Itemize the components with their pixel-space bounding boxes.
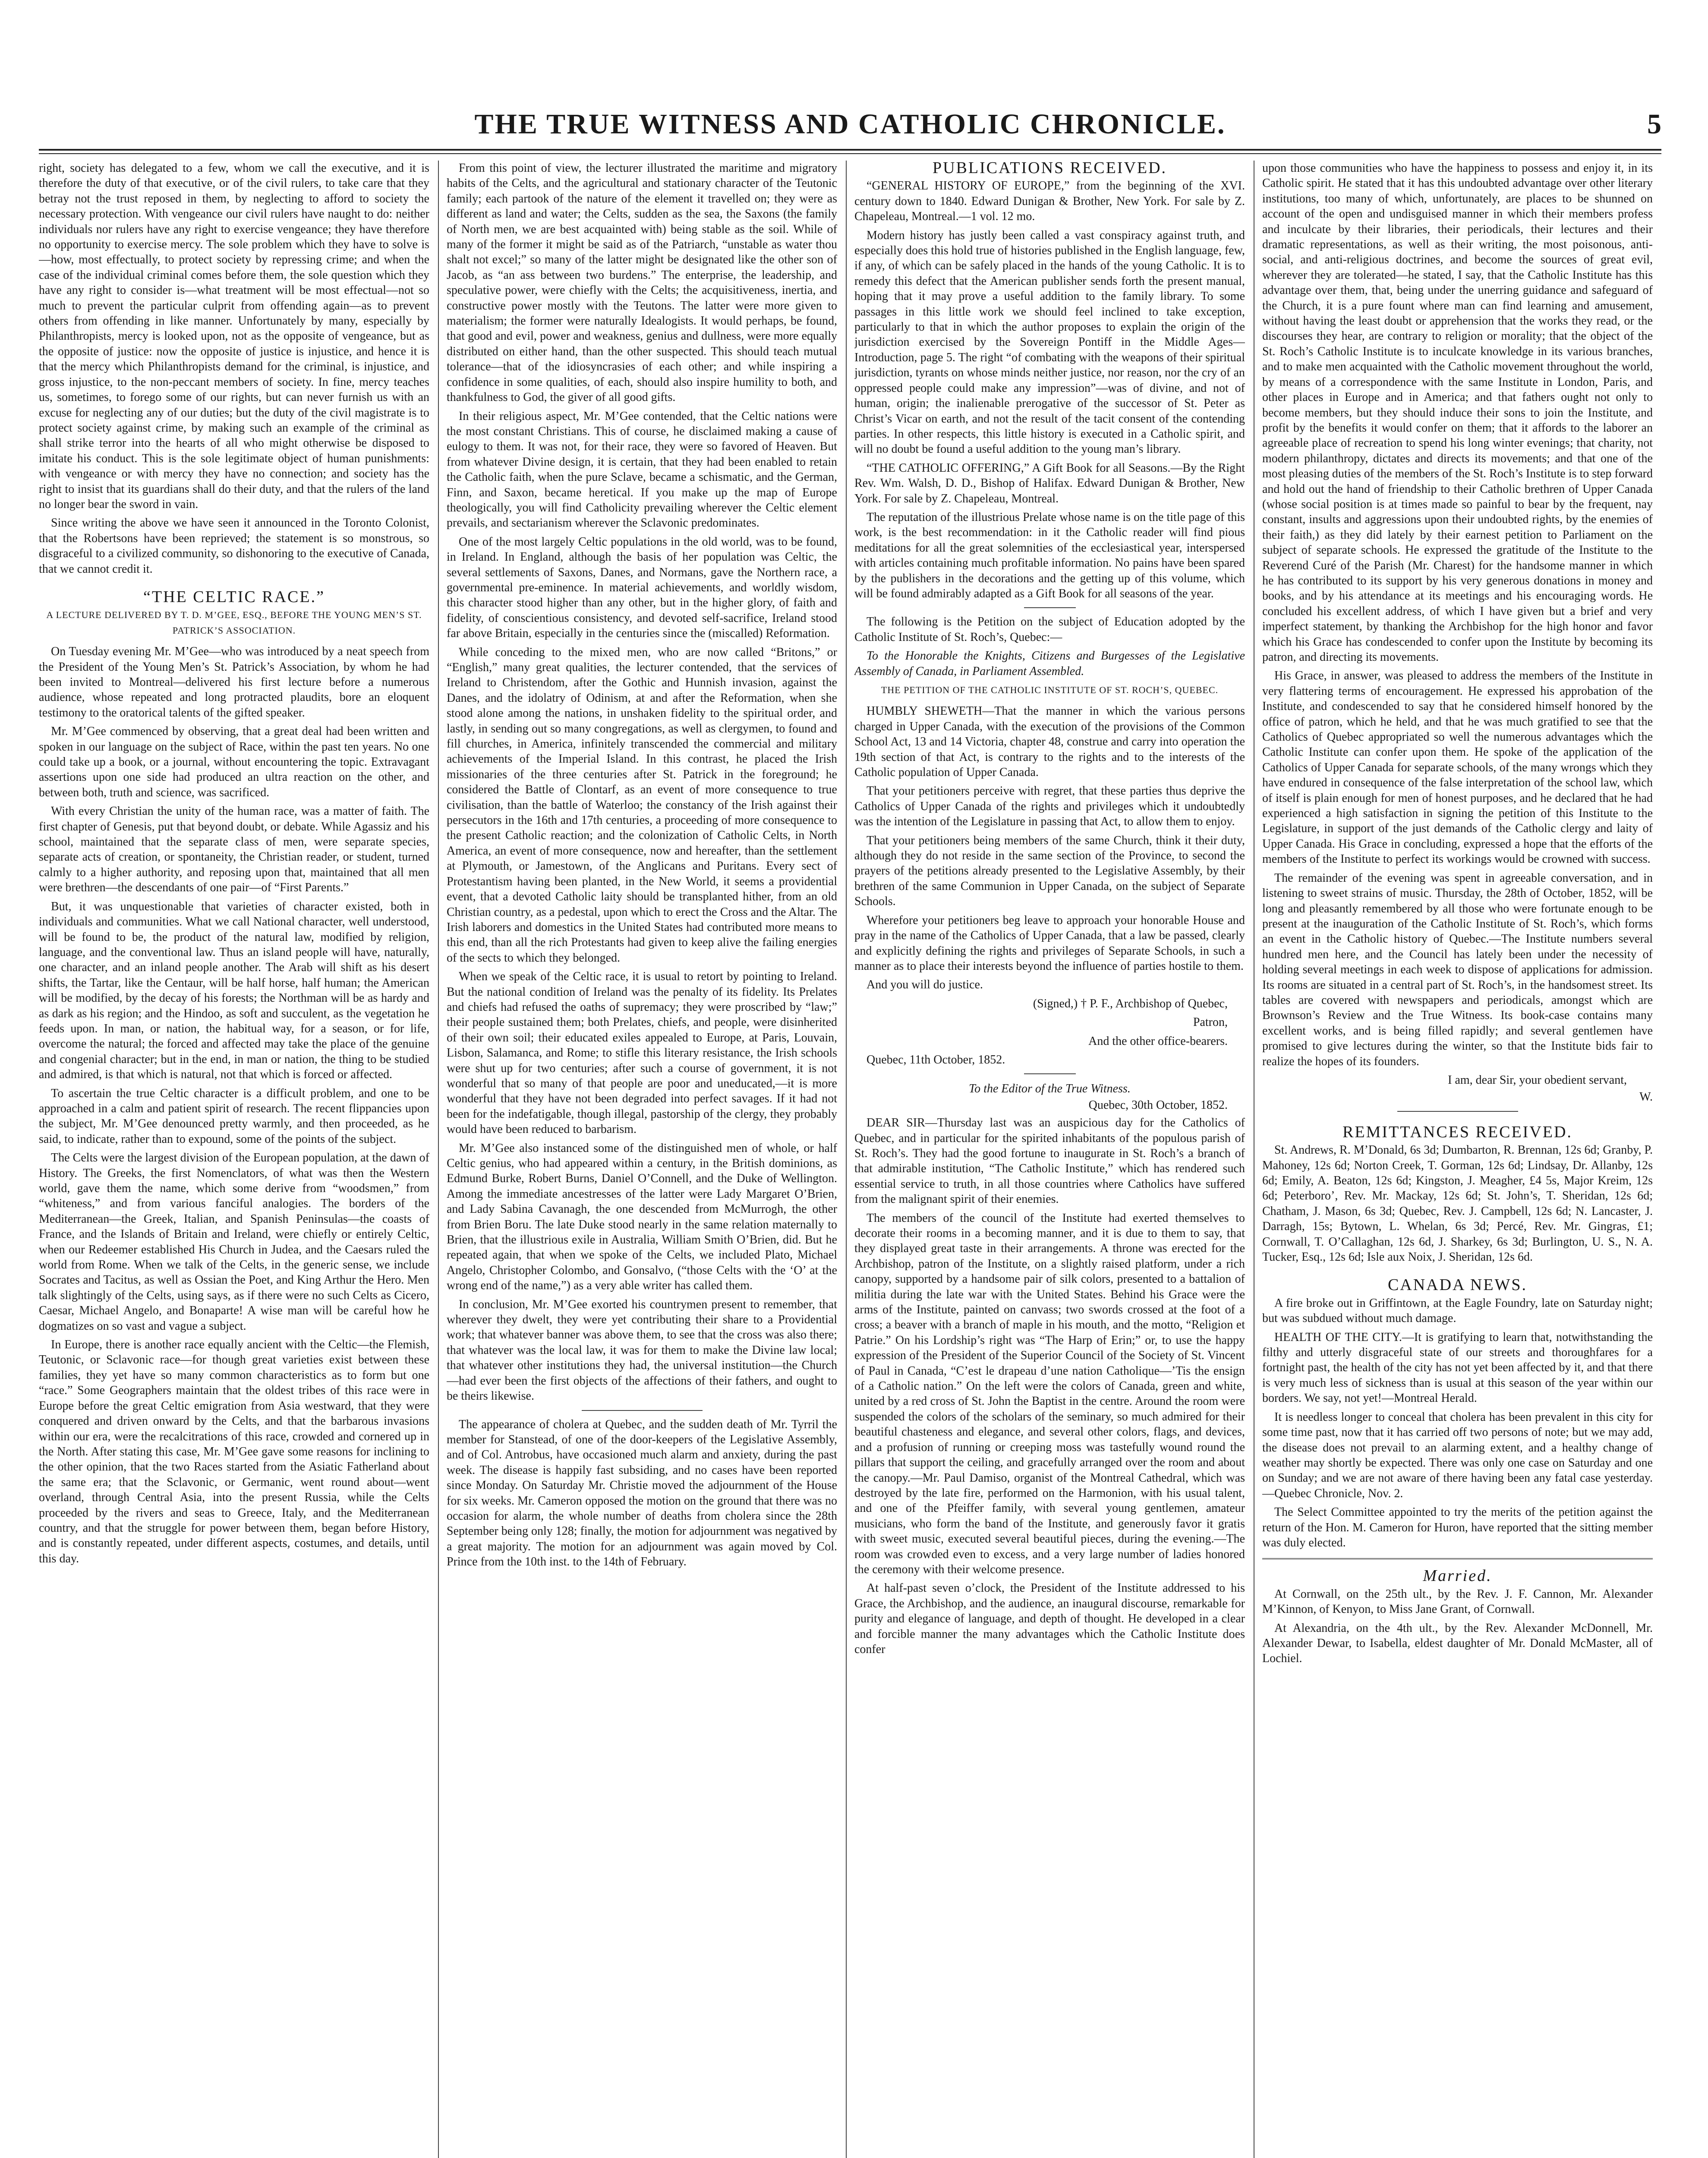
letter-paragraph: DEAR SIR—Thursday last was an auspicious day for the Catholics of Quebec, and in particular for the spirited inhabitants of the populous parish of St. Roch’s. They had the good fortune to inaugurate in St. Roch’s a branch of that admirable institution, “The Catholic Institute,” which has rendered such essential service to truth, in all those countries where Catholics have suffered from the malignant spirit of their enemies. xyxy=(854,1116,1245,1206)
article-paragraph: One of the most largely Celtic populations in the old world, was to be found, in Ireland. In England, although the basis of her population was Celtic, the several settlements of Saxons, Danes, and Normans, gave the Northern race, a governmental pre-eminence. In material achievements, and worldly wisdom, this character stood higher than any other, but in the higher glory, of faith and fidelity, of conscientious consistency, and devoted self-sacrifice, Ireland stood far above Britain, especially in the centuries since the (miscalled) Reformation. xyxy=(447,535,837,640)
article-paragraph: On Tuesday evening Mr. M’Gee—who was introduced by a neat speech from the President of the Young Men’s St. Patrick’s Association, by whom he had been invited to Montreal—delivered his first lecture before a numerous audience, whose repeated and long protracted plaudits, bore an eloquent testimony to the oratorical talents of the gifted speaker. xyxy=(39,645,429,719)
article-paragraph: Mr. M’Gee also instanced some of the distinguished men of whole, or half Celtic genius, who had appeared within a century, in the British dominions, as Edmund Burke, Robert Burns, Daniel O’Connell, and the Duke of Wellington. Among the immediate ancestresses of the latter were Lady Margaret O’Brien, and Lady Sabina Cavanagh, the one descended from McMurrogh, the other from Brien Boru. The late Duke stood nearly in the same relation maternally to Brien, that the illustrious exile in Australia, William Smith O’Brien, did. But he repeated again, that when we spoke of the Celts, we included Plato, Michael Angelo, Christopher Colombo, and Gonsalvo, (“those Celts with the ‘O’ at the wrong end of the name,”) as a very able writer has called them. xyxy=(447,1141,837,1293)
petition-signature-officers: And the other office-bearers. xyxy=(1088,1034,1228,1048)
article-paragraph: right, society has delegated to a few, whom we call the executive, and it is therefore the duty of that executive, or of the civil rulers, to take care that they betray not the trust reposed in them, by neglecting to afford to society the necessary protection. With vengeance our civil rulers have naught to do: neither individuals nor rulers have any right to exercise vengeance; they have therefore no opportunity to exercise mercy. The sole problem which they have to solve is—how, most effectually, to protect society by repressing crime; and when the case of the individual criminal comes before them, the sole question which they have any right to consider is—what treatment will be most effectual—not so much to prevent the particular culprit from offending again—as to prevent others from offending in like manner. Unfortunately by many, especially by Philanthropists, mercy is looked upon, not as the opposite of vengeance, but as the opposite of justice: now the opposite of justice is injustice, and hence it is that the mercy which Philanthropists demand for the criminal, is injustice, and gross injustice, to the non-peccant members of society. In fine, mercy teaches us, sometimes, to forego some of our rights, but can never furnish us with an excuse for neglecting any of our duties; but the duty of the civil magistrate is to protect society against crime, by making such an example of the criminal as shall strike terror into the hearts of all who might otherwise be disposed to imitate his conduct. This is the sole legitimate object of human punishments: with vengeance or with mercy they have no connection; and society has the right to insist that its guardians shall do their duty, and that the rulers of the land no longer bear the sword in vain. xyxy=(39,161,429,511)
article-paragraph: But, it was unquestionable that varieties of character existed, both in individuals and communities. What we call National character, well understood, will be found to be, the product of the natural law, modified by religion, language, and the conventional law. Thus an island people will have, naturally, one character, and an inland people another. The Arab will shift as his desert shifts, the Tartar, like the Centaur, will be half horse, half human; the American will be modified, by the decay of his forests; the Northman will be as hardy and as dark as his region; and the Hindoo, as soft and succulent, as the vegetation he feeds upon. In man, or nation, the habitual way, for a season, or for life, overcome the natural; the forced and affected may take the place of the genuine and congenial character; but in the end, in man or nation, the thing to be studied and admired, is that which is natural, not that which is forced or affected. xyxy=(39,899,429,1082)
masthead xyxy=(39,104,1661,147)
letter-heading: To the Editor of the True Witness. xyxy=(969,1082,1131,1096)
masthead-rule-thin xyxy=(39,153,1661,154)
petition-date: Quebec, 11th October, 1852. xyxy=(867,1053,1005,1066)
remittances-list: St. Andrews, R. M’Donald, 6s 3d; Dumbarton, R. Brennan, 12s 6d; Granby, P. Mahoney, 12s 6d; Norton Creek, T. Gorman, 12s 6d; Lindsay, Dr. Allanby, 12s 6d; Emily, A. Beaton, 12s 6d; Kingston, J. Meagher, £4 5s, Major Kreim, 12s 6d; Peterboro’, Rev. Mr. Mackay, 12s 6d; St. John’s, T. Sheridan, 12s 6d; Chatham, J. Mason, 6s 3d; Quebec, Rev. J. Campbell, 12s 6d; N. Lancaster, J. Darragh, 15s; Bytown, L. Whelan, 6s 3d; Percé, Rev. Mr. Gingras, £1; Cornwall, T. O’Callaghan, 12s 6d, J. Sharkey, 6s 3d; Burlington, U. S., N. A. Tucker, Esq., 12s 6d; Isle aux Noix, J. Sheridan, 12s 6d. xyxy=(1262,1143,1653,1264)
cholera-paragraph: The appearance of cholera at Quebec, and the sudden death of Mr. Tyrril the member for Stanstead, of one of the door-keepers of the Legislative Assembly, and of Col. Antrobus, have occasioned much alarm and anxiety, during the past week. The disease is happily fast subsiding, and no cases have been reported since Monday. On Saturday Mr. Christie moved the adjournment of the House for six weeks. Mr. Cameron opposed the motion on the ground that there was no occasion for alarm, the whole number of deaths from cholera since the 28th September being only 128; finally, the motion for adjournment was negatived by a great majority. The motion for an adjournment was again moved by Col. Prince from the 10th inst. to the 14th of February. xyxy=(447,1417,837,1569)
canada-news-title: CANADA NEWS. xyxy=(1387,1276,1528,1294)
petition-paragraph: That your petitioners perceive with regret, that these parties thus deprive the Catholics of Upper Canada of the rights and privileges which it undoubtedly was the intention of the Legislature in passing that Act, to allow them to enjoy. xyxy=(854,784,1245,829)
article-paragraph: In their religious aspect, Mr. M’Gee contended, that the Celtic nations were the most constant Christians. This of course, he disclaimed making a cause of eulogy to them. It was not, for their race, they were so favored of Heaven. But from whatever Divine design, it is certain, that they had been enabled to retain the Catholic faith, when the pure Sclave, became a schismatic, and the German, Finn, and Saxon, became heretical. If you make up the map of Europe theologically, you will find Catholicity prevailing wherever the Celtic element prevails, and sectarianism wherever the Sclavonic predominates. xyxy=(447,409,837,530)
column-2 xyxy=(447,161,837,2158)
news-paragraph: A fire broke out in Griffintown, at the Eagle Foundry, late on Saturday night; but was subdued without much damage. xyxy=(1262,1296,1653,1325)
lecture-subtitle: A LECTURE DELIVERED BY T. D. M’GEE, ESQ., BEFORE THE YOUNG MEN’S ST. PATRICK’S ASSOCIATION. xyxy=(46,609,422,636)
article-paragraph: While conceding to the mixed men, who are now called “Britons,” or “English,” many great qualities, the lecturer contended, that the services of Ireland to Christendom, after the Gothic and Hunnish invasion, against the Danes, and the idolatry of Odinism, at and after the Reformation, when she stood alone among the nations, in unshaken fidelity to the spiritual order, and lastly, in sending out so many congregations, as well as clergymen, to found and fill churches, in America, infinitely transcended the commercial and military achievements of the Imperial Island. In this contrast, he placed the Irish missionaries of the three centuries after St. Patrick in the foreground; he considered the Battle of Clontarf, as an event of more consequence to true civilisation, than the battle of Waterloo; the constancy of the Irish against their persecutors in the 16th and 17th centuries, a proceeding of more consequence to the present Catholic reaction; and the colonization of Catholic Celts, in North America, an event of more consequence, now and hereafter, than the settlement at Plymouth, or Jamestown, of the Anglicans and Puritans. Every sect of Protestantism having been planted, in the New World, it seems a providential event, that a devoted Catholic laity should be transplanted hither, from an old Christian country, as a pedestal, upon which to erect the Cross and the Altar. The Irish laborers and domestics in the United States had contributed more means to this end, than all the rich Protestants had given to keep alive the failing energies of the sects to which they belonged. xyxy=(447,645,837,965)
section-divider xyxy=(1024,607,1076,608)
petition-paragraph: That your petitioners being members of the same Church, think it their duty, although they do not reside in the same section of the Province, to second the prayers of the petitions already presented to the Legislative Assembly, by their brethren of the same Communion in Upper Canada, on the subject of Separate Schools. xyxy=(854,833,1245,909)
publication-review: Modern history has justly been called a vast conspiracy against truth, and especially does this hold true of histories published in the English language, few, if any, of which can be safely placed in the hands of the young Catholic. It is to remedy this defect that the American publisher sends forth the present manual, hoping that it may prove a useful addition to the family library. To some passages in this little work we should feel inclined to take exception, particularly to that in which the author proposes to explain the origin of the jurisdiction exercised by the Sovereign Pontiff in the Middle Ages—Introduction, page 5. The right “of combating with the weapons of their spiritual jurisdiction, tyrants on whose minds neither justice, nor reason, nor the cry of an oppressed people could make any impression”—was of divine, and not of human, origin; the inalienable prerogative of the successor of St. Peter as Christ’s Vicar on earth, and not the result of the tacit consent of the contending parties. In other respects, this little history is executed in a Catholic spirit, and will no doubt be found a useful addition to the young man’s library. xyxy=(854,228,1245,456)
article-paragraph: When we speak of the Celtic race, it is usual to retort by pointing to Ireland. But the national condition of Ireland was the penalty of its fidelity. Its Prelates and chiefs had refused the oaths of supremacy; they were proscribed by “law;” their people sustained them; both Prelates, chiefs, and people, were disinherited of their own soil; their educated exiles appealed to Europe, at Paris, Louvain, Lisbon, Salamanca, and Rome; to stifle this literary resistance, the Irish schools were shut up for two centuries; after such a course of government, it is not wonderful that so many of that people are poor and uneducated,—it is more wonderful that they have not been degraded into perfect savages. If it had not been for the indefatigable, though illegal, pastorship of the clergy, they probably would have been reduced to barbarism. xyxy=(447,970,837,1136)
lecture-title: “THE CELTIC RACE.” xyxy=(143,587,325,606)
article-paragraph: In conclusion, Mr. M’Gee exorted his countrymen present to remember, that wherever they dwelt, they were yet contributing their share to a Providential work; that whatever banner was above them, to see that the cross was also there; that whatever was the local law, it was for them to make the Divine law local; that whatever other institutions they had, the universal institution—the Church—had ever been the first objects of the affections of their fathers, and ought to be theirs likewise. xyxy=(447,1297,837,1403)
newspaper-title: THE TRUE WITNESS AND CATHOLIC CHRONICLE. xyxy=(474,108,1226,140)
article-paragraph: Mr. M’Gee commenced by observing, that a great deal had been written and spoken in our language on the subject of Race, within the past ten years. No one could take up a book, or a journal, without encountering the topic. Extravagant assertions upon one side had produced an ultra reaction on the other, and between both, truth and science, was sacrificed. xyxy=(39,725,429,799)
news-paragraph: HEALTH OF THE CITY.—It is gratifying to learn that, notwithstanding the filthy and utterly disgraceful state of our streets and thoroughfares for a fortnight past, the health of the city has not yet been affected by it, and that there is very much less of sickness than is usual at this season of the year within our borders. We say, not yet!—Montreal Herald. xyxy=(1262,1330,1653,1405)
letter-closing: I am, dear Sir, your obedient servant, xyxy=(1448,1073,1627,1087)
news-paragraph: The Select Committee appointed to try the merits of the petition against the return of the Hon. M. Cameron for Huron, have reported that the sitting member was duly elected. xyxy=(1262,1505,1653,1549)
article-paragraph: From this point of view, the lecturer illustrated the maritime and migratory habits of the Celts, and the agricultural and stationary character of the Teutonic family; each partook of the nature of the element it travelled on; they were as different as land and water; the Celts, sudden as the sea, the Saxons (the family of North men, we are best acquainted with) being stable as the soil. While of many of the former it might be said as of the Patriarch, “unstable as water thou shalt not excel;” so many of the latter might be designated like the other son of Jacob, as “an ass between two burdens.” The enterprise, the leadership, and speculative power, were chiefly with the Celts; the acquisitiveness, inertia, and constructive power mostly with the Teutons. The latter were more given to materialism; the former were naturally Idealogists. It would perhaps, be found, that good and evil, power and weakness, genius and dullness, were more equally distributed on either hand, than the other suspected. This should teach mutual tolerance—that of the idiosyncrasies of each other; and while inspiring a confidence in some qualities, of each, should also inspire humility to both, and thankfulness to God, the giver of all good gifts. xyxy=(447,161,837,404)
publications-title: PUBLICATIONS RECEIVED. xyxy=(932,161,1167,177)
section-divider xyxy=(1024,1073,1076,1074)
letter-dateline: Quebec, 30th October, 1852. xyxy=(1088,1098,1228,1112)
married-title: Married. xyxy=(1423,1567,1492,1585)
petition-intro: The following is the Petition on the subject of Education adopted by the Catholic Institute of St. Roch’s, Quebec:— xyxy=(854,615,1245,644)
petition-signature: (Signed,) † P. F., Archbishop of Quebec, xyxy=(1033,997,1228,1010)
publication-entry: “GENERAL HISTORY OF EUROPE,” from the beginning of the XVI. century down to 1840. Edward Dunigan & Brother, New York. For sale by Z. Chapeleau, Montreal.—1 vol. 12 mo. xyxy=(854,179,1245,224)
letter-paragraph: The remainder of the evening was spent in agreeable conversation, and in listening to sweet strains of music. Thursday, the 28th of October, 1852, will be long and pleasantly remembered by all those who were fortunate enough to be present at the inauguration of the Catholic Institute of St. Roch’s, which forms an event in the Catholic history of Quebec.—The Institute numbers several hundred men here, and the Council has lately been under the necessity of holding several meetings in each week to dispose of applications for admission. Its rooms are situated in a central part of St. Roch’s, in the handsomest street. Its tables are covered with newspapers and periodicals, amongst which are Brownson’s Review and the True Witness. Its book-case contains many excellent works, and is being filled rapidly; and several gentlemen have promised to give lectures during the winter, so that the Institute bids fair to realize the hopes of its founders. xyxy=(1262,871,1653,1068)
news-paragraph: It is needless longer to conceal that cholera has been prevalent in this city for some time past, now that it has carried off two persons of note; but we may add, the disease does not prevail to an alarming extent, and a healthy change of weather may shortly be expected. There was only one case on Saturday and one on Sunday; and we are not aware of there having been any fatal case yesterday.—Quebec Chronicle, Nov. 2. xyxy=(1262,1410,1653,1500)
page-number: 5 xyxy=(1647,108,1661,140)
petition-paragraph: HUMBLY SHEWETH—That the manner in which the various persons charged in Upper Canada, with the execution of the provisions of the Common School Act, 13 and 14 Victoria, chapter 48, construe and carry into operation the 19th section of that Act, is contrary to the rights and to the interests of the Catholic population of Upper Canada. xyxy=(854,704,1245,779)
article-paragraph: With every Christian the unity of the human race, was a matter of faith. The first chapter of Genesis, put that beyond doubt, or debate. While Agassiz and his school, maintained that the separate class of men, were separate species, separate acts of creation, or spontaneity, the Christian reader, or student, turned calmly to a higher authority, and reposing upon that, maintained that all men were brethren—the descendants of one pair—of “First Parents.” xyxy=(39,805,429,895)
column-3 xyxy=(854,161,1245,2158)
publication-review: The reputation of the illustrious Prelate whose name is on the title page of this work, is the best recommendation: in it the Catholic reader will find pious meditations for all the great solemnities of the ecclesiastical year, interspersed with articles containing much profitable information. No pains have been spared by the publishers in the decorations and the getting up of this volume, which will be found admirably adapted as a Gift Book for all seasons of the year. xyxy=(854,510,1245,600)
letter-paragraph: His Grace, in answer, was pleased to address the members of the Institute in very flattering terms of encouragement. He expressed his approbation of the Institute, and condescended to say that he considered himself honored by the office of patron, which he held, and that he was much gratified to see that the Catholics of Quebec appropriated so well the numerous advantages which the Catholic Institute can confer upon them. He spoke of the application of the Catholics of Upper Canada for separate schools, of the many wrongs which they have endured in consequence of the false interpretation of the school law, which of itself is plain enough for men of honest purposes, and he declared that he had experienced a high satisfaction in signing the petition of this Institute to the Legislature, in support of the just demands of the Catholic clergy and laity of Upper Canada. His Grace in concluding, expressed a hope that the efforts of the members of the Institute to perfect its workings would be crowned with success. xyxy=(1262,669,1653,866)
marriage-notice: At Cornwall, on the 25th ult., by the Rev. J. F. Cannon, Mr. Alexander M’Kinnon, of Kenyon, to Miss Jane Grant, of Cornwall. xyxy=(1262,1587,1653,1616)
remittances-title: REMITTANCES RECEIVED. xyxy=(1342,1123,1572,1141)
column-1 xyxy=(39,161,429,2158)
article-paragraph: In Europe, there is another race equally ancient with the Celtic—the Flemish, Teutonic, or Sclavonic race—for though great varieties exist between these families, they yet have so many common characteristics as to form but one “race.” Some Geographers maintain that the oldest tribes of this race were in Europe before the great Celtic emigration from Asia westward, that they were conquered and driven onward by the Celts, and that the barbarous invasions within our era, were the recalcitrations of this race, crowded and cornered up in the North. After stating this case, Mr. M’Gee gave some reasons for inclining to the other opinion, that the two Races started from the Asiatic Fatherland about the same era; that the Sclavonic, or Germanic, went round about—went overland, through Central Asia, into the present Russia, while the Celts proceeded by the rivers and seas to Greece, Italy, and the Mediterranean country, and that the struggle for power between them, began before History, and is constantly repeated, under different aspects, costumes, and details, until this day. xyxy=(39,1338,429,1565)
petition-heading: THE PETITION OF THE CATHOLIC INSTITUTE OF ST. ROCH’S, QUEBEC. xyxy=(881,685,1219,695)
letter-paragraph: At half-past seven o’clock, the President of the Institute addressed to his Grace, the Archbishop, and the audience, an inaugural discourse, remarkable for purity and elegance of language, and depth of thought. He developed in a clear and forcible manner the many advantages which the Catholic Institute does confer xyxy=(854,1581,1245,1656)
publication-entry: “THE CATHOLIC OFFERING,” A Gift Book for all Seasons.—By the Right Rev. Wm. Walsh, D. D., Bishop of Halifax. Edward Dunigan & Brother, New York. For sale by Z. Chapeleau, Montreal. xyxy=(854,461,1245,505)
article-paragraph: Since writing the above we have seen it announced in the Toronto Colonist, that the Robertsons have been reprieved; the statement is so monstrous, so disgraceful to a civilized community, so dishonoring to the executive of Canada, that we cannot credit it. xyxy=(39,516,429,576)
column-divider xyxy=(846,161,847,2158)
letter-paragraph: The members of the council of the Institute had exerted themselves to decorate their rooms in a becoming manner, and it is due to them to say, that they displayed great taste in their arrangements. A throne was erected for the Archbishop, patron of the Institute, on a slightly raised platform, under a rich canopy, supported by a handsome pair of silk colors, presented to a battalion of militia during the late war with the United States. Behind his Grace were the arms of the Institute, painted on canvass; two swords crossed at the foot of a cross; a beaver with a branch of maple in his mouth, and the motto, “Religion et Patrie.” On his Lordship’s right was “The Harp of Erin;” or, to use the happy expression of the President of the Superior Council of the Society of St. Vincent of Paul in Canada, “C’est le drapeau d’une nation Catholique—’Tis the ensign of a Catholic nation.” On the left were the colors of Canada, green and white, united by a red cross of St. John the Baptist in the centre. Around the room were suspended the colors of the scholars of the seminary, so much admired for their beautiful chasteness and elegance, and several other colors, flags, and devices, and a profusion of running or creeping moss was tastefully wound round the pillars that support the ceiling, and gracefully arranged over the room and about the canopy.—Mr. Paul Damiso, organist of the Montreal Cathedral, which was destroyed by the late fire, performed on the Harmonion, with his usual talent, and one of the Pfeiffer family, with several young gentlemen, amateur musicians, who form the band of the Institute, and generously favor it gratis with sweet music, executed several beautiful pieces, during the evening.—The room was crowded even to excess, and a very large number of ladies honored the ceremony with their welcome presence. xyxy=(854,1211,1245,1576)
section-divider xyxy=(1262,1558,1653,1561)
masthead-rule xyxy=(39,149,1661,151)
marriage-notice: At Alexandria, on the 4th ult., by the Rev. Alexander McDonnell, Mr. Alexander Dewar, to Isabella, eldest daughter of Mr. Donald McMaster, all of Lochiel. xyxy=(1262,1621,1653,1666)
column-divider xyxy=(438,161,439,2158)
letter-paragraph: upon those communities who have the happiness to possess and enjoy it, in its Catholic spirit. He stated that it has this undoubted advantage over other literary institutions, too many of which, unfortunately, are places to be shunned on account of the open and undisguised manner in which their members profess and inculcate by their libraries, their periodicals, their lectures and their dramatic representations, as well as their writing, the most poisonous, anti-social, and anti-religious doctrines, and become the sources of great evil, wherever they are tolerated—he stated, I say, that the Catholic Institute has this advantage over them, that, being under the unerring guidance and safeguard of the Church, it is a pure fount where man can find learning and amusement, without having the least doubt or apprehension that the works they read, or the discourses they hear, are contrary to religion or morality; that the object of the St. Roch’s Catholic Institute is to inculcate knowledge in its various branches, and to make men acquainted with the Catholic movement throughout the world, by means of a correspondence with the same Institute in London, Paris, and other places in Europe and in America; and that fathers ought not only to become members, but they should induce their sons to join the Institute, and profit by the benefits it would confer on them; that it affords to the laborer an agreeable place of recreation to spend his long winter evenings; that charity, not modern philanthropy, dictates and directs its movements; and that one of the most pleasing duties of the members of the St. Roch’s Institute is to step forward and hold out the hand of friendship to their Catholic brethren of Upper Canada (whose social position is at times made so painful to bear by the frequent, nay constant, insults and aggressions upon their undoubted rights, by the enemies of their faith,) as they did lately by their earnest petition to Parliament on the subject of separate schools. He expressed the gratitude of the Institute to the Reverend Curé of the Parish (Mr. Charest) for the handsome manner in which he has contributed to its support by his very generous donations in money and books, and by his attendance at its meetings and his encouraging words. He concluded his excellent address, of which I have given but a brief and very imperfect statement, by thanking the Archbishop for the high honor and favor which his Grace has condescended to confer upon the Institute by becoming its patron, and directing its movements. xyxy=(1262,161,1653,664)
section-divider xyxy=(582,1410,703,1411)
article-paragraph: The Celts were the largest division of the European population, at the dawn of History. The Greeks, the first Nomenclators, of what was then the Western world, gave them the name, which some derive from “woodsmen,” from “whiteness,” and from various fanciful analogies. The borders of the Mediterranean—the Greek, Italian, and Spanish Peninsulas—the coasts of France, and the Islands of Britain and Ireland, were chiefly or entirely Celtic, when our Redeemer established His Church in Judea, and the Caesars ruled the world from Rome. When we talk of the Celts, in the generic sense, we include Socrates and Tacitus, as well as Ossian the Poet, and King Arthur the Hero. Men talk slightingly of the Celts, using says, as if there were no such Celts as Cicero, Caesar, Michael Angelo, and Bonaparte! A wise man will be careful how he dogmatizes on so vast and vague a subject. xyxy=(39,1151,429,1333)
section-divider xyxy=(1397,1111,1518,1112)
petition-address: To the Honorable the Knights, Citizens and Burgesses of the Legislative Assembly of Canada, in Parliament Assembled. xyxy=(854,649,1245,678)
petition-paragraph: Wherefore your petitioners beg leave to approach your honorable House and pray in the name of the Catholics of Upper Canada, that a law be passed, clearly and explicitly defining the rights and privileges of Separate Schools, in such a manner as to place their interests beyond the influence of parties hostile to them. xyxy=(854,913,1245,973)
petition-signature-patron: Patron, xyxy=(1193,1016,1228,1029)
letter-initial: W. xyxy=(1639,1090,1653,1104)
article-paragraph: To ascertain the true Celtic character is a difficult problem, and one to be approached in a calm and patient spirit of research. The recent flippancies upon the subject, Mr. M’Gee denounced pretty warmly, and then proceeded, as he said, to indicate, rather than to expound, some of the points of the subject. xyxy=(39,1086,429,1146)
column-4 xyxy=(1262,161,1653,2158)
petition-paragraph: And you will do justice. xyxy=(867,978,983,992)
